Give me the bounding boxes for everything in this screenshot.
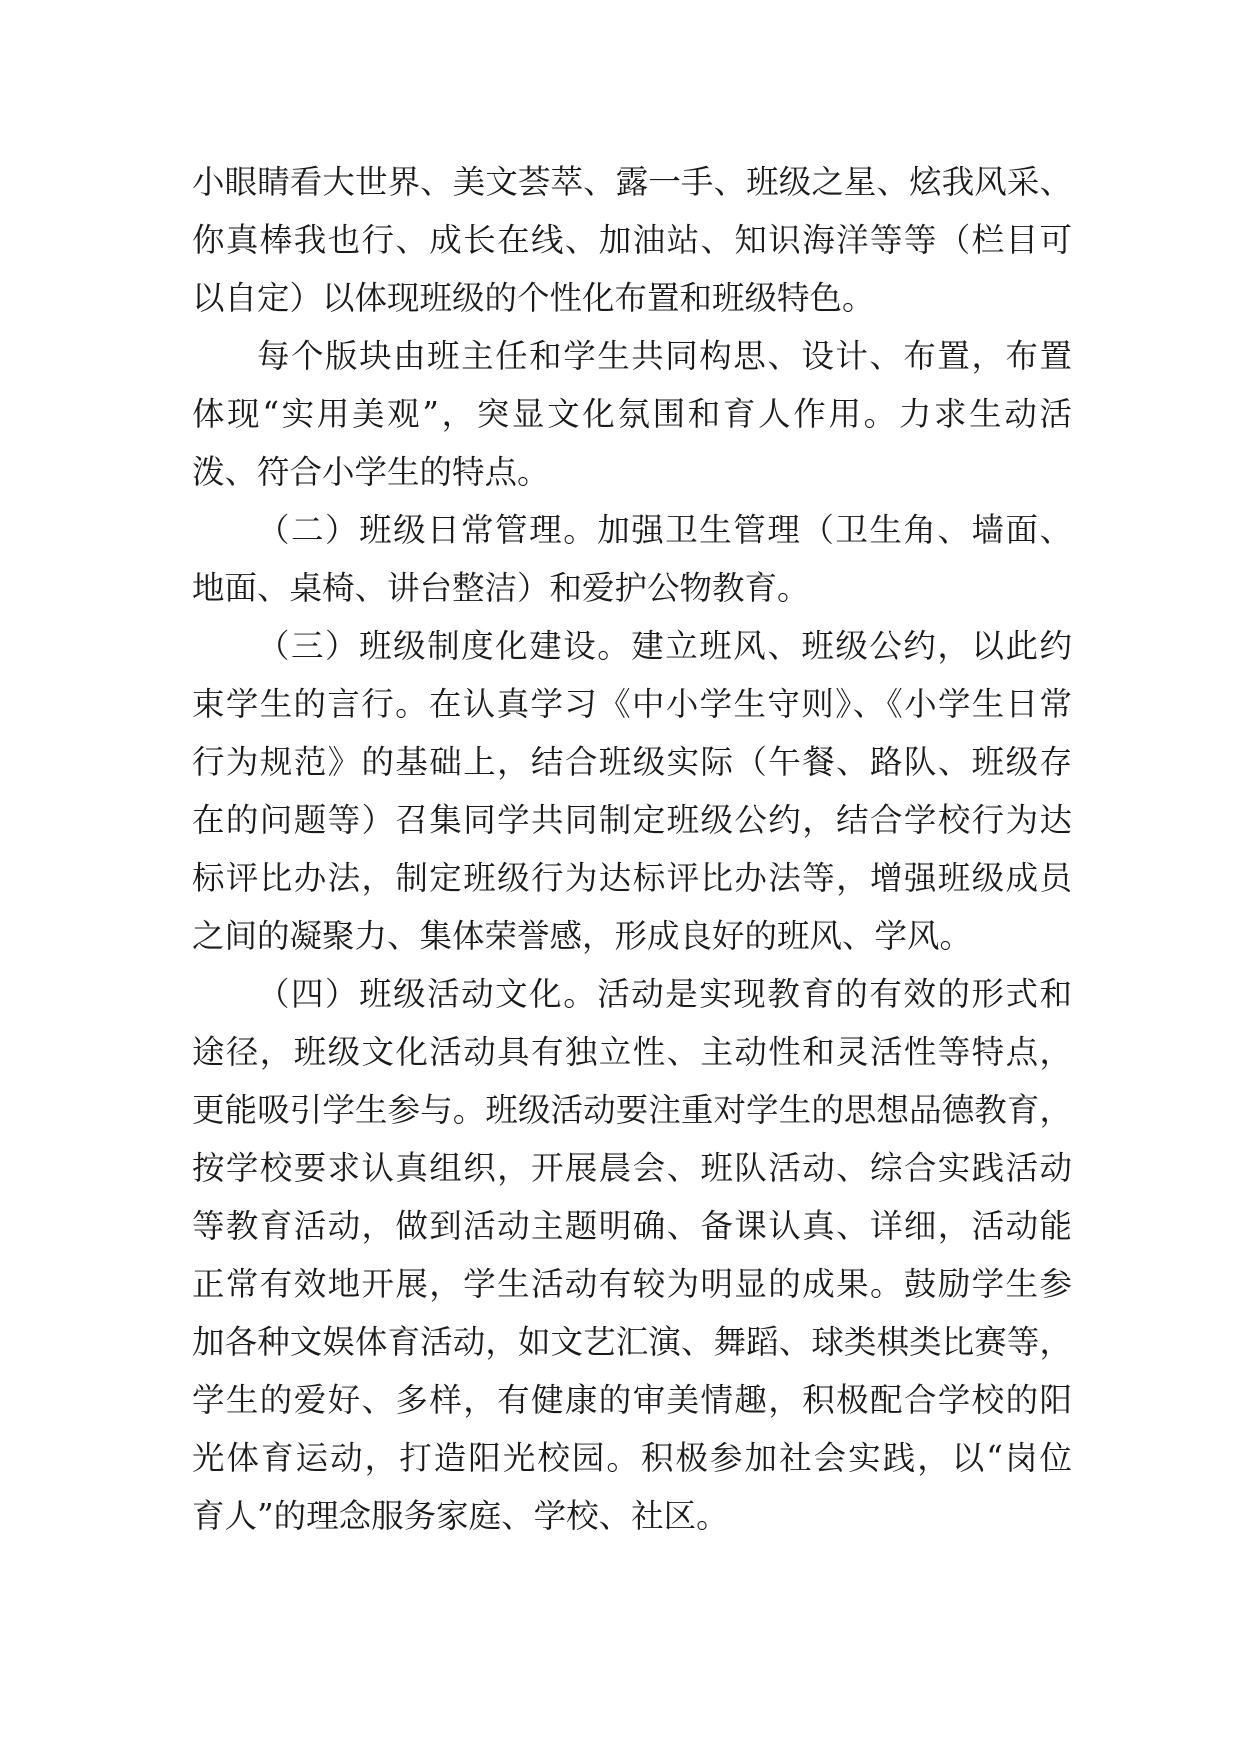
text-line: 光体育运动，打造阳光校园。积极参加社会实践，以“岗位 bbox=[192, 1439, 1072, 1477]
text-line: 加各种文娱体育活动，如文艺汇演、舞蹈、球类棋类比赛等， bbox=[192, 1323, 1072, 1361]
text-line: 等教育活动，做到活动主题明确、备课认真、详细，活动能 bbox=[192, 1207, 1072, 1245]
text-line: 泼、符合小学生的特点。 bbox=[192, 453, 550, 491]
text-line: 按学校要求认真组织，开展晨会、班队活动、综合实践活动 bbox=[192, 1149, 1072, 1187]
text-line: 以自定）以体现班级的个性化布置和班级特色。 bbox=[192, 279, 875, 317]
text-line: 途径，班级文化活动具有独立性、主动性和灵活性等特点， bbox=[192, 1033, 1072, 1071]
text-line: 标评比办法，制定班级行为达标评比办法等，增强班级成员 bbox=[192, 859, 1072, 897]
text-line: 体现“实用美观”，突显文化氛围和育人作用。力求生动活 bbox=[192, 395, 1072, 433]
body-text bbox=[192, 153, 1072, 1545]
text-line: 更能吸引学生参与。班级活动要注重对学生的思想品德教育， bbox=[192, 1091, 1072, 1129]
text-line: 你真棒我也行、成长在线、加油站、知识海洋等等（栏目可 bbox=[192, 221, 1072, 259]
text-line: 育人”的理念服务家庭、学校、社区。 bbox=[192, 1497, 729, 1535]
text-line: 地面、桌椅、讲台整洁）和爱护公物教育。 bbox=[192, 569, 810, 607]
text-line: 小眼睛看大世界、美文荟萃、露一手、班级之星、炫我风采、 bbox=[192, 163, 1072, 201]
text-line: 行为规范》的基础上，结合班级实际（午餐、路队、班级存 bbox=[192, 743, 1072, 781]
paragraph-first-line: 每个版块由班主任和学生共同构思、设计、布置，布置 bbox=[257, 337, 1072, 375]
paragraph-first-line: （三）班级制度化建设。建立班风、班级公约，以此约 bbox=[257, 627, 1072, 665]
paragraph-first-line: （二）班级日常管理。加强卫生管理（卫生角、墙面、 bbox=[257, 511, 1072, 549]
paragraph-first-line: （四）班级活动文化。活动是实现教育的有效的形式和 bbox=[257, 975, 1072, 1013]
text-line: 在的问题等）召集同学共同制定班级公约，结合学校行为达 bbox=[192, 801, 1072, 839]
text-line: 正常有效地开展，学生活动有较为明显的成果。鼓励学生参 bbox=[192, 1265, 1072, 1303]
text-line: 学生的爱好、多样，有健康的审美情趣，积极配合学校的阳 bbox=[192, 1381, 1072, 1419]
text-line: 束学生的言行。在认真学习《中小学生守则》、《小学生日常 bbox=[192, 685, 1072, 723]
text-line: 之间的凝聚力、集体荣誉感，形成良好的班风、学风。 bbox=[192, 917, 973, 955]
